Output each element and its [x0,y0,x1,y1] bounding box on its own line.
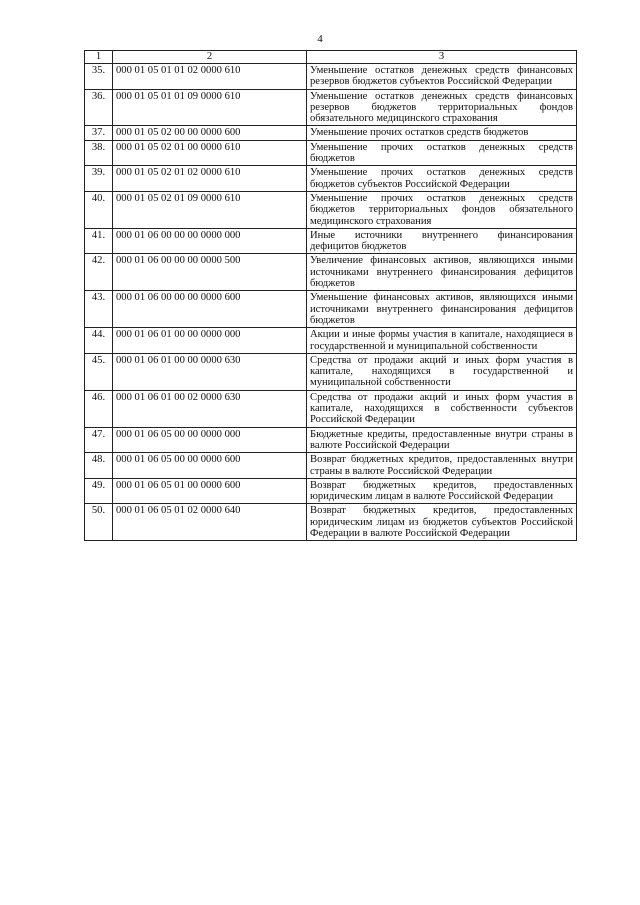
budget-code: 000 01 06 01 00 02 0000 630 [113,390,307,427]
row-description: Иные источники внутреннего финансирования дефицитов бюджетов [307,228,577,254]
budget-code: 000 01 06 05 00 00 0000 000 [113,427,307,453]
row-number: 42. [85,254,113,291]
budget-code: 000 01 05 02 01 00 0000 610 [113,140,307,166]
row-description: Возврат бюджетных кредитов, предоставленных внутри страны в валюте Российской Федерации [307,453,577,479]
row-description: Уменьшение остатков денежных средств финансовых резервов бюджетов субъектов Российской Федерации [307,64,577,90]
row-number: 47. [85,427,113,453]
budget-code: 000 01 06 05 00 00 0000 600 [113,453,307,479]
row-description: Уменьшение остатков денежных средств финансовых резервов бюджетов территориальных фондов обязательного медицинского страхования [307,89,577,126]
budget-codes-table [84,50,577,541]
row-number: 40. [85,191,113,228]
budget-code: 000 01 06 05 01 00 0000 600 [113,478,307,504]
row-number: 43. [85,291,113,328]
column-header-number: 1 [85,51,113,64]
table-row [85,453,577,479]
row-description: Уменьшение прочих остатков денежных средств бюджетов территориальных фондов обязательного медицинского страхования [307,191,577,228]
budget-code: 000 01 05 01 01 02 0000 610 [113,64,307,90]
row-description: Уменьшение прочих остатков средств бюджетов [307,126,577,140]
row-number: 39. [85,166,113,192]
budget-code: 000 01 05 01 01 09 0000 610 [113,89,307,126]
budget-code: 000 01 06 00 00 00 0000 000 [113,228,307,254]
budget-code: 000 01 06 00 00 00 0000 500 [113,254,307,291]
row-number: 46. [85,390,113,427]
row-number: 38. [85,140,113,166]
row-description: Увеличение финансовых активов, являющихся иными источниками внутреннего финансирования дефицитов бюджетов [307,254,577,291]
table-row [85,254,577,291]
row-description: Уменьшение финансовых активов, являющихся иными источниками внутреннего финансирования дефицитов бюджетов [307,291,577,328]
column-header-code: 2 [113,51,307,64]
table-row [85,191,577,228]
budget-code: 000 01 05 02 00 00 0000 600 [113,126,307,140]
row-number: 48. [85,453,113,479]
table-row [85,228,577,254]
row-description: Уменьшение прочих остатков денежных средств бюджетов субъектов Российской Федерации [307,166,577,192]
row-description: Уменьшение прочих остатков денежных средств бюджетов [307,140,577,166]
table-row [85,353,577,390]
column-header-description: 3 [307,51,577,64]
budget-code: 000 01 06 01 00 00 0000 000 [113,328,307,354]
page-number: 4 [317,33,323,45]
table-row [85,478,577,504]
row-number: 50. [85,504,113,541]
table-row [85,390,577,427]
budget-code: 000 01 05 02 01 02 0000 610 [113,166,307,192]
row-description: Возврат бюджетных кредитов, предоставленных юридическим лицам из бюджетов субъектов Российской Федерации в валюте Российской Федерации [307,504,577,541]
row-number: 44. [85,328,113,354]
row-description: Акции и иные формы участия в капитале, находящиеся в государственной и муниципальной собственности [307,328,577,354]
budget-code: 000 01 06 05 01 02 0000 640 [113,504,307,541]
table-row [85,64,577,90]
row-number: 36. [85,89,113,126]
row-description: Средства от продажи акций и иных форм участия в капитале, находящихся в государственной и муниципальной собственности [307,353,577,390]
row-number: 35. [85,64,113,90]
table-row [85,427,577,453]
budget-code: 000 01 05 02 01 09 0000 610 [113,191,307,228]
table-row [85,291,577,328]
budget-code: 000 01 06 00 00 00 0000 600 [113,291,307,328]
table-header-row [85,51,577,64]
table-row [85,140,577,166]
row-number: 37. [85,126,113,140]
row-description: Бюджетные кредиты, предоставленные внутри страны в валюте Российской Федерации [307,427,577,453]
budget-code: 000 01 06 01 00 00 0000 630 [113,353,307,390]
row-number: 45. [85,353,113,390]
table-row [85,89,577,126]
table-row [85,328,577,354]
row-number: 41. [85,228,113,254]
row-description: Возврат бюджетных кредитов, предоставленных юридическим лицам в валюте Российской Федерации [307,478,577,504]
table-row [85,504,577,541]
row-number: 49. [85,478,113,504]
table-row [85,126,577,140]
table-row [85,166,577,192]
row-description: Средства от продажи акций и иных форм участия в капитале, находящихся в собственности субъектов Российской Федерации [307,390,577,427]
